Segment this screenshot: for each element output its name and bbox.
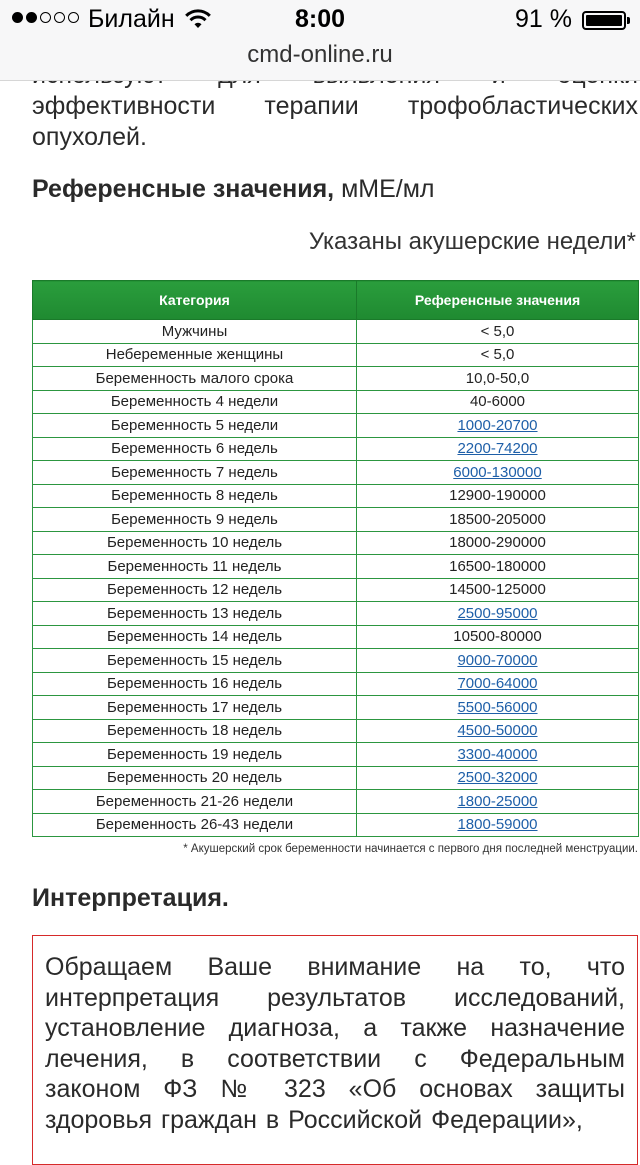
obstetric-weeks-note: Указаны акушерские недели* <box>308 228 636 255</box>
table-row <box>33 743 639 767</box>
category-cell: Беременность 15 недель <box>33 649 357 673</box>
category-cell: Беременность 16 недель <box>33 672 357 696</box>
table-row <box>33 578 639 602</box>
status-bar <box>0 0 640 40</box>
carrier-name: Билайн <box>88 5 175 33</box>
reference-value-cell <box>357 437 639 461</box>
table-row <box>33 813 639 837</box>
table-row <box>33 484 639 508</box>
category-cell: Беременность малого срока <box>33 367 357 391</box>
reference-value-cell: 16500-180000 <box>357 555 639 579</box>
category-cell: Беременность 19 недель <box>33 743 357 767</box>
reference-value-cell <box>357 414 639 438</box>
reference-value-link[interactable]: 3300-40000 <box>457 745 538 763</box>
category-cell: Мужчины <box>33 320 357 344</box>
notice-text: Обращаем Ваше внимание на то, что интерпретация результатов исследований, установление диагноза, а также назначение лечения, в соответствии с Федеральным законом ФЗ № 323 «Об основах защиты здоровья граждан в Российской Федерации», <box>45 953 625 1134</box>
category-cell: Беременность 21-26 недели <box>33 790 357 814</box>
reference-value-cell <box>357 696 639 720</box>
status-time: 8:00 <box>294 5 346 33</box>
reference-value-link[interactable]: 2500-32000 <box>457 769 538 787</box>
table-row <box>33 649 639 673</box>
table-row <box>33 320 639 344</box>
reference-value-cell: 10500-80000 <box>357 625 639 649</box>
table-footnote: * Акушерский срок беременности начинается с первого дня последней менструации. <box>183 843 638 855</box>
category-cell: Беременность 5 недели <box>33 414 357 438</box>
header-reference-values: Референсные значения <box>357 281 639 320</box>
category-cell: Беременность 18 недель <box>33 719 357 743</box>
notice-box <box>32 935 638 1165</box>
reference-value-cell <box>357 790 639 814</box>
reference-value-cell <box>357 813 639 837</box>
reference-table <box>32 280 639 837</box>
category-cell: Беременность 20 недель <box>33 766 357 790</box>
table-row <box>33 414 639 438</box>
reference-value-cell: 14500-125000 <box>357 578 639 602</box>
category-cell: Беременность 8 недель <box>33 484 357 508</box>
reference-value-cell <box>357 719 639 743</box>
reference-value-link[interactable]: 1800-59000 <box>457 816 538 834</box>
category-cell: Беременность 12 недель <box>33 578 357 602</box>
reference-value-cell: 18000-290000 <box>357 531 639 555</box>
category-cell: Беременность 13 недель <box>33 602 357 626</box>
interpretation-heading: Интерпретация. <box>32 884 229 912</box>
intro-text: эффективности терапии трофобластических опухолей. <box>32 92 638 151</box>
reference-heading <box>32 175 435 204</box>
reference-value-link[interactable]: 2200-74200 <box>457 440 538 458</box>
reference-value-link[interactable]: 9000-70000 <box>457 651 538 669</box>
reference-heading-title: Референсные значения, <box>32 175 335 203</box>
table-row <box>33 625 639 649</box>
category-cell: Беременность 6 недель <box>33 437 357 461</box>
address-bar[interactable]: cmd-online.ru <box>247 41 393 68</box>
reference-value-cell: < 5,0 <box>357 320 639 344</box>
battery-icon <box>582 11 626 30</box>
category-cell: Беременность 11 недель <box>33 555 357 579</box>
table-header-row <box>33 281 639 320</box>
reference-value-link[interactable]: 6000-130000 <box>453 463 542 481</box>
table-row <box>33 531 639 555</box>
table-row <box>33 555 639 579</box>
reference-value-link[interactable]: 4500-50000 <box>457 722 538 740</box>
reference-value-cell <box>357 602 639 626</box>
reference-value-link[interactable]: 5500-56000 <box>457 698 538 716</box>
table-row <box>33 367 639 391</box>
table-row <box>33 390 639 414</box>
category-cell: Беременность 26-43 недели <box>33 813 357 837</box>
category-cell: Беременность 14 недель <box>33 625 357 649</box>
table-row <box>33 461 639 485</box>
reference-value-cell <box>357 766 639 790</box>
browser-top-bar <box>0 0 640 81</box>
category-cell: Беременность 10 недель <box>33 531 357 555</box>
table-row <box>33 672 639 696</box>
category-cell: Беременность 9 недель <box>33 508 357 532</box>
table-row <box>33 719 639 743</box>
table-row <box>33 437 639 461</box>
category-cell: Беременность 4 недели <box>33 390 357 414</box>
table-row <box>33 343 639 367</box>
reference-value-cell: 10,0-50,0 <box>357 367 639 391</box>
reference-heading-unit: мМЕ/мл <box>341 175 435 203</box>
table-row <box>33 696 639 720</box>
reference-value-cell <box>357 461 639 485</box>
reference-value-link[interactable]: 2500-95000 <box>457 604 538 622</box>
reference-value-cell <box>357 672 639 696</box>
category-cell: Беременность 17 недель <box>33 696 357 720</box>
table-body <box>33 320 639 837</box>
reference-value-cell <box>357 649 639 673</box>
reference-value-cell: 12900-190000 <box>357 484 639 508</box>
category-cell: Небеременные женщины <box>33 343 357 367</box>
reference-value-cell: < 5,0 <box>357 343 639 367</box>
table-row <box>33 766 639 790</box>
reference-value-link[interactable]: 7000-64000 <box>457 675 538 693</box>
header-category: Категория <box>33 281 357 320</box>
table-row <box>33 508 639 532</box>
reference-value-cell: 18500-205000 <box>357 508 639 532</box>
reference-value-link[interactable]: 1000-20700 <box>457 416 538 434</box>
category-cell: Беременность 7 недель <box>33 461 357 485</box>
reference-value-cell: 40-6000 <box>357 390 639 414</box>
reference-value-cell <box>357 743 639 767</box>
battery-percent: 91 % <box>515 5 572 33</box>
reference-value-link[interactable]: 1800-25000 <box>457 792 538 810</box>
table-row <box>33 602 639 626</box>
table-row <box>33 790 639 814</box>
